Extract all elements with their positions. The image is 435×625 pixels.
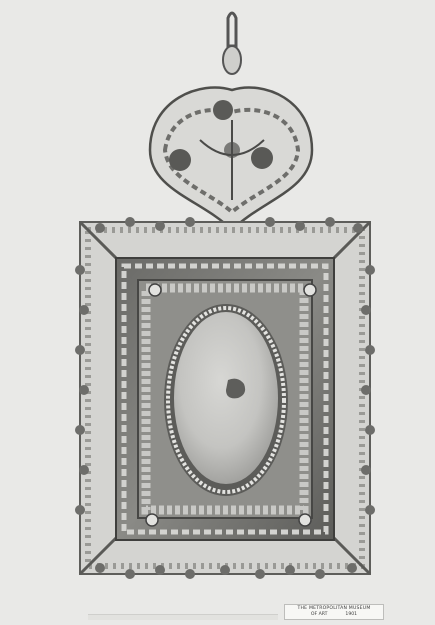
display-base	[88, 614, 278, 620]
pendant-crest	[150, 13, 312, 250]
oval-mirror-glass	[164, 304, 288, 496]
caption-org: OF ART	[310, 611, 328, 617]
caption-year: 1901	[345, 611, 358, 617]
caption-line-2	[285, 612, 383, 618]
caption-line-1: THE METROPOLITAN MUSEUM	[297, 606, 371, 611]
museum-caption-card	[284, 604, 384, 620]
